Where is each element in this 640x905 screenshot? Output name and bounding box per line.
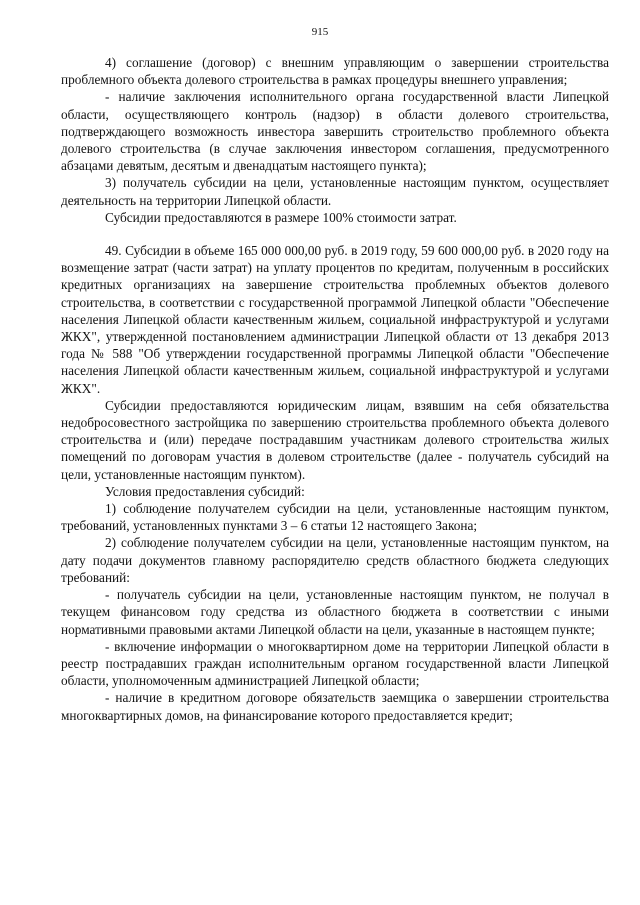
paragraph-requirement-credit: - наличие в кредитном договоре обязательств заемщика о завершении строительства многоквартирных домов, на финансирование которого предоставляется кредит; xyxy=(61,690,609,723)
paragraph-item-4-agreement: 4) соглашение (договор) с внешним управляющим о завершении строительства проблемного объекта долевого строительства в рамках процедуры внешнего управления; xyxy=(61,55,609,88)
paragraph-gap xyxy=(61,226,609,242)
paragraph-requirement-registry: - включение информации о многоквартирном доме на территории Липецкой области в реестр пострадавших граждан исполнительным органом государственной власти Липецкой области, уполномоченным администрацией Липецкой области; xyxy=(61,638,609,689)
document-body xyxy=(61,54,609,724)
paragraph-requirement-no-funds: - получатель субсидии на цели, установленные настоящим пунктом, не получал в текущем финансовом году средства из областного бюджета в соответствии с иными нормативными правовыми актами Липецкой области на цели, указанные в настоящем пункте; xyxy=(61,587,609,637)
paragraph-recipients: Субсидии предоставляются юридическим лицам, взявшим на себя обязательства недобросовестного застройщика по завершению строительства проблемного объекта долевого строительства и (или) передаче пострадавшим участникам долевого строительства жилых помещений по договорам участия в долевом строительстве (далее - получатель субсидий на цели, установленные настоящим пунктом). xyxy=(61,397,609,482)
paragraph-item-3-territory: 3) получатель субсидии на цели, установленные настоящим пунктом, осуществляет деятельность на территории Липецкой области. xyxy=(61,175,609,208)
paragraph-condition-1: 1) соблюдение получателем субсидии на цели, установленные настоящим пунктом, требований, установленных пунктами 3 – 6 статьи 12 настоящего Закона; xyxy=(61,501,609,534)
page-number: 915 xyxy=(311,26,329,38)
paragraph-subsidy-amount: Субсидии предоставляются в размере 100% стоимости затрат. xyxy=(105,209,457,225)
paragraph-inspection-conclusion: - наличие заключения исполнительного органа государственной власти Липецкой области, осуществляющего контроль (надзор) в области долевого строительства, подтверждающего возможность инвестора завершить строительство проблемного объекта долевого строительства (в случае заключения инвестором соглашения, предусмотренного абзацами девятым, десятым и двенадцатым настоящего пункта); xyxy=(61,89,609,174)
paragraph-condition-2: 2) соблюдение получателем субсидии на цели, установленные настоящим пунктом, на дату подачи документов главному распорядителю средств областного бюджета следующих требований: xyxy=(61,535,609,585)
paragraph-conditions-heading: Условия предоставления субсидий: xyxy=(105,483,305,499)
paragraph-item-49: 49. Субсидии в объеме 165 000 000,00 руб. в 2019 году, 59 600 000,00 руб. в 2020 году на возмещение затрат (части затрат) на уплату процентов по кредитам, полученным в российских кредитных организациях на завершение строительства проблемных объектов долевого строительства, в соответствии с государственной программой Липецкой области "Обеспечение населения Липецкой области качественным жильем, социальной инфраструктурой и услугами ЖКХ", утвержденной постановлением администрации Липецкой области от 13 декабря 2013 года № 588 "Об утверждении государственной программы Липецкой области "Обеспечение населения Липецкой области качественным жильем, социальной инфраструктурой и услугами ЖКХ". xyxy=(61,243,609,396)
